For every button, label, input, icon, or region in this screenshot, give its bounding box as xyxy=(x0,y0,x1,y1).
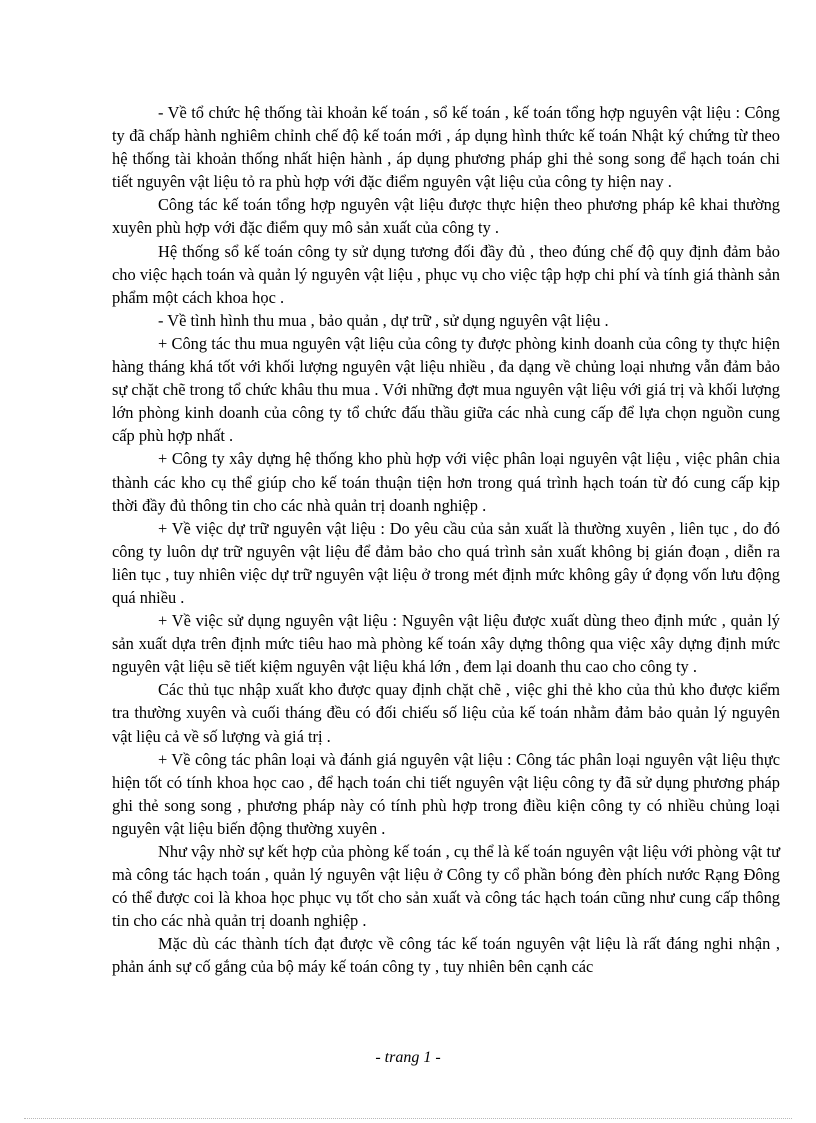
paragraph: Công tác kế toán tổng hợp nguyên vật liệu được thực hiện theo phương pháp kê khai thường xuyên phù hợp với đặc điểm quy mô sản xuất của công ty . xyxy=(112,195,780,238)
page-bottom-divider xyxy=(24,1118,792,1119)
paragraph: + Công ty xây dựng hệ thống kho phù hợp với việc phân loại nguyên vật liệu , việc phân chia thành các kho cụ thể giúp cho kế toán thuận tiện hơn trong quá trình hạch toán từ đó cung cấp kịp thời đầy đủ thông tin cho các nhà quản trị doanh nghiệp . xyxy=(112,449,780,515)
paragraph: - Về tình hình thu mua , bảo quản , dự trữ , sử dụng nguyên vật liệu . xyxy=(158,310,609,330)
paragraph: - Về tổ chức hệ thống tài khoản kế toán , sổ kế toán , kế toán tổng hợp nguyên vật liệu : Công ty đã chấp hành nghiêm chỉnh chế độ kế toán mới , áp dụng hình thức kế toán Nhật ký chứng từ theo hệ thống tài khoản thống nhất hiện hành , áp dụng phương pháp ghi thẻ song song để hạch toán chi tiết nguyên vật liệu tỏ ra phù hợp với đặc điểm nguyên vật liệu của công ty hiện nay . xyxy=(112,103,780,192)
paragraph: + Công tác thu mua nguyên vật liệu của công ty được phòng kinh doanh của công ty thực hiện hàng tháng khá tốt với khối lượng nguyên vật liệu nhiều , đa dạng về chủng loại nhưng vẫn đảm bảo sự chặt chẽ trong tổ chức khâu thu mua . Với những đợt mua nguyên vật liệu với giá trị và khối lượng lớn phòng kinh doanh của công ty tổ chức đấu thầu giữa các nhà cung cấp để lựa chọn nguồn cung cấp phù hợp nhất . xyxy=(112,333,780,446)
paragraph: + Về công tác phân loại và đánh giá nguyên vật liệu : Công tác phân loại nguyên vật liệu thực hiện tốt có tính khoa học cao , để hạch toán chi tiết nguyên vật liệu công ty đã sử dụng phương pháp ghi thẻ song song , phương pháp này có tính phù hợp trong điều kiện công ty có nhiều chủng loại nguyên vật liệu biến động thường xuyên . xyxy=(112,749,780,838)
paragraph: + Về việc sử dụng nguyên vật liệu : Nguyên vật liệu được xuất dùng theo định mức , quản lý sản xuất dựa trên định mức tiêu hao mà phòng kế toán xây dựng thông qua việc xây dựng định mức nguyên vật liệu sẽ tiết kiệm nguyên vật liệu khá lớn , đem lại doanh thu cao cho công ty . xyxy=(112,611,780,677)
body-text xyxy=(112,101,780,979)
page-number-footer: - trang 1 - xyxy=(375,1049,441,1066)
paragraph: Các thủ tục nhập xuất kho được quay định chặt chẽ , việc ghi thẻ kho của thủ kho được kiểm tra thường xuyên và cuối tháng đều có đối chiếu số liệu của kế toán nhằm đảm bảo quản lý nguyên vật liệu cả về số lượng và giá trị . xyxy=(112,680,780,746)
paragraph: + Về việc dự trữ nguyên vật liệu : Do yêu cầu của sản xuất là thường xuyên , liên tục , do đó công ty luôn dự trữ nguyên vật liệu để đảm bảo cho quá trình sản xuất không bị gián đoạn , diễn ra liên tục , tuy nhiên việc dự trữ nguyên vật liệu ở trong mét định mức không gây ứ đọng vốn lưu động quá nhiều . xyxy=(112,518,780,607)
paragraph: Như vậy nhờ sự kết hợp của phòng kế toán , cụ thể là kế toán nguyên vật liệu với phòng vật tư mà công tác hạch toán , quản lý nguyên vật liệu ở Công ty cổ phần bóng đèn phích nước Rạng Đông có thể được coi là khoa học phục vụ tốt cho sản xuất và công tác hạch toán cũng như cung cấp thông tin cho các nhà quản trị doanh nghiệp . xyxy=(112,842,780,931)
paragraph: Mặc dù các thành tích đạt được về công tác kế toán nguyên vật liệu là rất đáng nghi nhận , phản ánh sự cố gắng của bộ máy kế toán công ty , tuy nhiên bên cạnh các xyxy=(112,934,780,977)
paragraph: Hệ thống sổ kế toán công ty sử dụng tương đối đầy đủ , theo đúng chế độ quy định đảm bảo cho việc hạch toán và quản lý nguyên vật liệu , phục vụ cho việc tập hợp chi phí và tính giá thành sản phẩm một cách khoa học . xyxy=(112,241,780,307)
